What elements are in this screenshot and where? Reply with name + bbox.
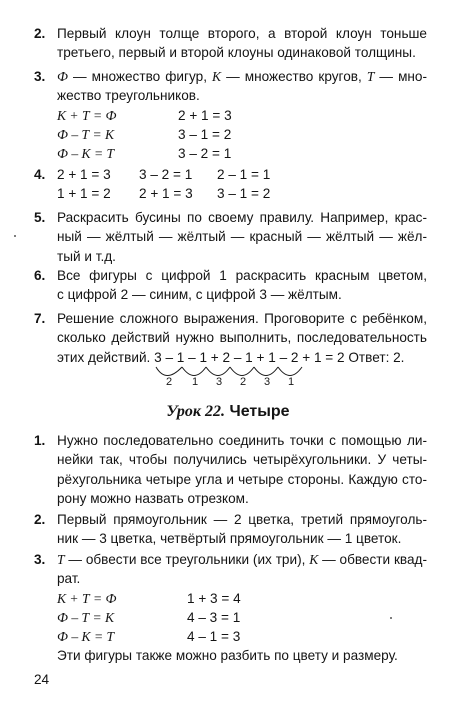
lesson-number: Урок 22.: [166, 403, 226, 420]
arc-label: 3: [264, 376, 271, 388]
item-text-line: Первый прямоугольник — 2 цветка, третий прямоуголь-: [57, 512, 427, 527]
item-text-line: рону можно назвать отрезком.: [57, 490, 249, 506]
item-number: 6.: [34, 268, 46, 283]
equation-row: Ф – К = Т 4 – 1 = 3: [57, 629, 241, 645]
item-number: 4.: [34, 167, 46, 182]
equation-row: К + Т = Ф 2 + 1 = 3: [57, 107, 232, 123]
item-text-line: с цифрой 2 — синим, с цифрой 3 — жёлтым.: [57, 287, 342, 303]
arc-label: 2: [166, 376, 173, 388]
item-text-line: жество треугольников.: [57, 88, 200, 104]
item-text-line: Первый клоун толще второго, а второй клоун тоньше: [57, 26, 427, 41]
scan-speck: [14, 235, 16, 237]
scan-speck: [390, 617, 392, 619]
item-text-line: тый и т.д.: [57, 248, 116, 264]
item-number: 3.: [34, 552, 46, 567]
order-arc: [254, 367, 278, 376]
item-text-line: ник — 3 цветка, четвёртый прямоугольник — 1 цветок.: [57, 531, 402, 547]
item-text-line: Все фигуры с цифрой 1 раскрасить красным цветом,: [57, 268, 427, 283]
item-text-line: Т — обвести все треугольники (их три), К — обвести квад-: [57, 552, 427, 567]
equation-row: Ф – К = Т 3 – 2 = 1: [57, 146, 232, 162]
equation-row: 1 + 1 = 2 2 + 1 = 3 3 – 1 = 2: [57, 186, 271, 202]
order-arc: [278, 367, 302, 376]
order-arc: [156, 367, 182, 376]
item-text-line: сколько действий нужно выполнить, последовательность: [57, 330, 427, 346]
expression-line: этих действий. 3 – 1 – 1 + 2 – 1 + 1 – 2 + 1 = 2 Ответ: 2.: [57, 349, 405, 365]
item-text-line: рат.: [57, 571, 81, 587]
arc-label: 1: [192, 376, 199, 388]
order-arc: [182, 367, 206, 376]
item-text-line: рёхугольника четыре угла и четыре стороны. Каждую сто-: [57, 471, 427, 487]
arc-label: 3: [216, 376, 223, 388]
arc-label: 2: [240, 376, 247, 388]
item-number: 1.: [34, 433, 46, 448]
answer-text: Ответ: 2.: [348, 349, 405, 365]
item-text-line: ный — жёлтый — жёлтый — красный — жёлтый — жёл-: [57, 229, 427, 245]
item-text-line: Решение сложного выражения. Проговорите с ребёнком,: [57, 311, 427, 326]
item-text-line: Раскрасить бусины по своему правилу. Например, крас-: [57, 210, 427, 225]
page-number: 24: [34, 672, 50, 687]
lesson-title: Четыре: [229, 403, 290, 420]
item-text-line: Ф — множество фигур, К — множество кругов, Т — мно-: [57, 69, 428, 84]
equation-row: 2 + 1 = 3 3 – 2 = 1 2 – 1 = 1: [57, 167, 271, 182]
expression: 3 – 1 – 1 + 2 – 1 + 1 – 2 + 1 = 2: [154, 349, 345, 365]
item-text-line: Нужно последовательно соединить точки с помощью ли-: [57, 433, 427, 448]
item-number: 5.: [34, 210, 46, 225]
item-text-line: Эти фигуры также можно разбить по цвету и размеру.: [57, 648, 398, 664]
order-arc: [206, 367, 230, 376]
item-number: 2.: [34, 512, 46, 527]
equation-row: Ф – Т = К 3 – 1 = 2: [57, 126, 232, 142]
equation-row: К + Т = Ф 1 + 3 = 4: [57, 590, 241, 606]
equation-row: Ф – Т = К 4 – 3 = 1: [57, 609, 241, 625]
order-arc: [230, 367, 254, 376]
item-number: 7.: [34, 311, 46, 326]
arc-label: 1: [288, 376, 295, 388]
item-number: 3.: [34, 69, 46, 84]
lesson-heading: [0, 402, 456, 421]
item-text-line: нейки так, чтобы получились четырёхугольники. У четы-: [57, 452, 427, 468]
item-number: 2.: [34, 26, 46, 41]
item-text-line: третьего, первый и второй клоуны одинаковой толщины.: [57, 45, 416, 61]
